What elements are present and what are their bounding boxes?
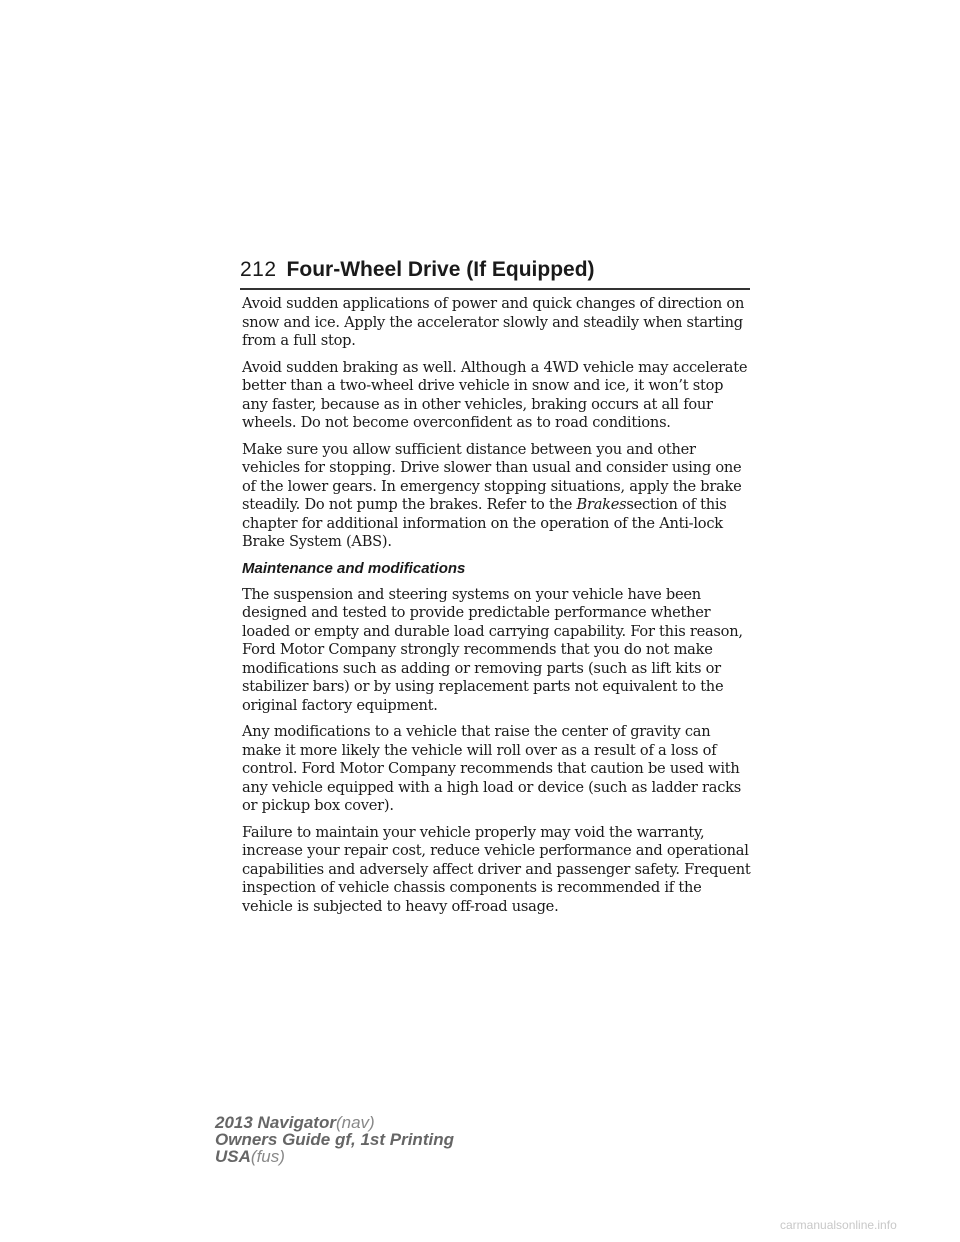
footer-line-3 [215,1148,454,1165]
footer-model-code: (nav) [335,1113,375,1132]
footer-line-2 [215,1131,454,1148]
page-body [242,295,752,924]
page-number: 212 [240,258,277,281]
footer-model: 2013 Navigator [215,1113,336,1132]
footer-region-code: (fus) [250,1147,285,1166]
paragraph-modifications: Any modifications to a vehicle that raise the center of gravity can make it more likely the vehicle will roll over as a result of a loss of control. Ford Motor Company recommends that caution be used with any vehicle equipped with a high load or device (such as ladder racks or pickup box cover). [242,723,741,814]
paragraph-stopping-text-end: section of this chapter for additional information on the operation of the Anti-lock Brake System (ABS). [242,496,727,550]
footer-region: USA [215,1147,251,1166]
header-divider [240,288,750,290]
paragraph-sudden-power: Avoid sudden applications of power and quick changes of direction on snow and ice. Apply the accelerator slowly and steadily when starting from a full stop. [242,295,745,349]
brakes-reference: Brakes [576,496,627,513]
section-subheading: Maintenance and modifications [242,559,466,577]
paragraph-sudden-braking: Avoid sudden braking as well. Although a 4WD vehicle may accelerate better than a two-wheel drive vehicle in snow and ice, it won’t stop any faster, because as in other vehicles, braking occurs at all four wheels. Do not become overconfident as to road conditions. [242,358,748,431]
watermark: carmanualsonline.info [780,1218,897,1232]
chapter-title: Four-Wheel Drive (If Equipped) [286,258,595,281]
paragraph-suspension: The suspension and steering systems on your vehicle have been designed and tested to provide predictable performance whether loaded or empty and durable load carrying capability. For this reason, Ford Motor Company strongly recommends that you do not make modifications such as adding or removing parts (such as lift kits or stabilizer bars) or by using replacement parts not equivalent to the original factory equipment. [242,585,743,714]
footer-line-1 [215,1114,454,1131]
page-header [240,258,750,288]
footer-guide: Owners Guide gf, 1st Printing [215,1130,454,1149]
paragraph-stopping-text: Make sure you allow sufficient distance between you and other vehicles for stopping. Drive slower than usual and consider using one of the lower gears. In emergency stopping situations, apply the brake steadily. Do not pump the brakes. Refer to the [242,440,742,513]
paragraph-maintenance: Failure to maintain your vehicle properly may void the warranty, increase your repair cost, reduce vehicle performance and operational capabilities and adversely affect driver and passenger safety. Frequent inspection of vehicle chassis components is recommended if the vehicle is subjected to heavy off-road usage. [242,823,751,915]
page-footer [215,1114,454,1165]
paragraph-stopping-distance [242,441,752,552]
